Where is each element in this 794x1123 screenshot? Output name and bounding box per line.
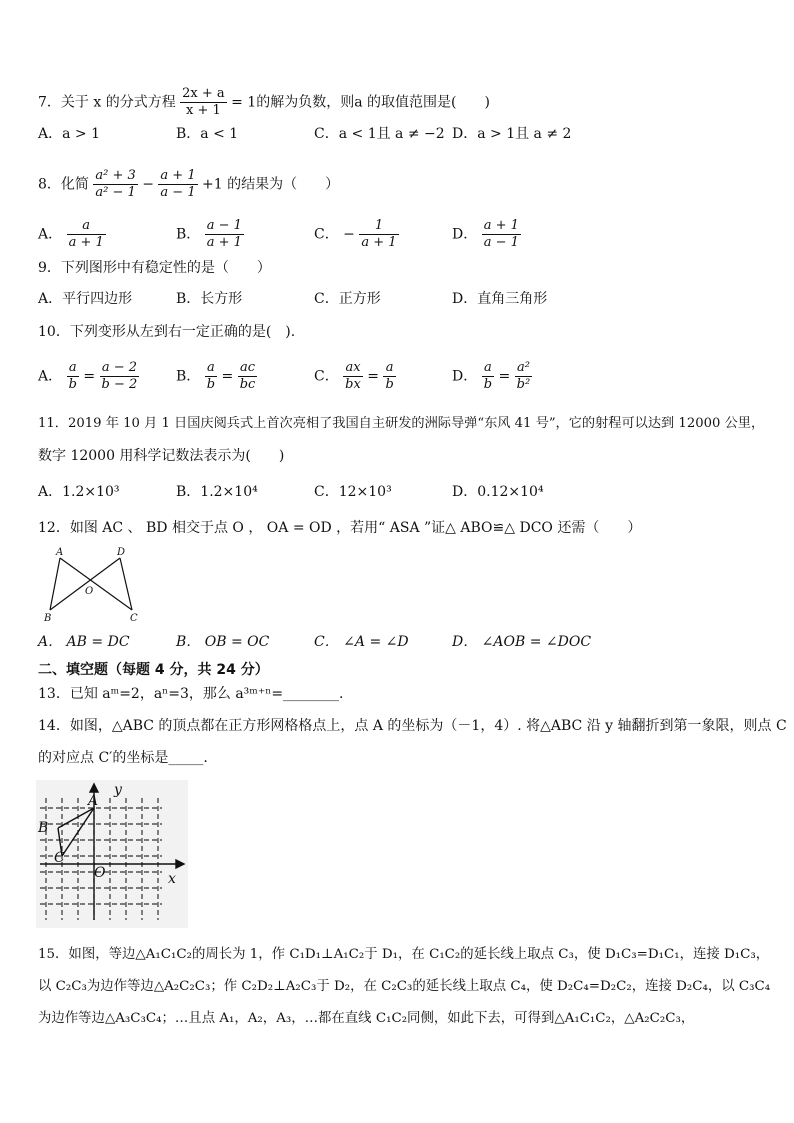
q11-option-b: B．1.2×10⁴ bbox=[176, 484, 258, 500]
q10-b-right-den: bc bbox=[239, 377, 256, 392]
q7-option-a: A．a > 1 bbox=[38, 126, 100, 142]
q10-a-left-den: b bbox=[68, 377, 77, 392]
question-15-line-1: 15．如图，等边△A₁C₁C₂的周长为 1，作 C₁D₁⊥A₁C₂于 D₁，在 C₁C₂的延长线上取点 C₃，使 D₁C₃=D₁C₁，连接 D₁C₃， bbox=[38, 947, 770, 962]
question-12-stem: 12．如图 AC 、 BD 相交于点 O ， OA = OD ，若用“ ASA ”证△ ABO≌△ DCO 还需（ ） bbox=[38, 520, 642, 536]
q8-option-d-denominator: a − 1 bbox=[483, 235, 519, 250]
q10-c-left-num: ax bbox=[343, 360, 363, 377]
q8-option-a-numerator: a bbox=[67, 218, 106, 235]
q8-option-a bbox=[38, 218, 106, 251]
q8-option-d-label: D． bbox=[452, 226, 478, 243]
q8-option-a-fraction bbox=[67, 218, 106, 251]
q10-b-right-num: ac bbox=[238, 360, 258, 377]
q10-option-c bbox=[314, 360, 396, 393]
q10-b-equals: = bbox=[221, 368, 234, 385]
q10-option-d-label: D． bbox=[452, 368, 478, 385]
q10-option-d-right bbox=[515, 360, 533, 393]
q7-stem-suffix: = 1的解为负数，则a 的取值范围是( ) bbox=[231, 94, 490, 111]
q10-c-right-num: a bbox=[383, 360, 395, 377]
q10-c-equals: = bbox=[367, 368, 380, 385]
q10-b-left-den: b bbox=[206, 377, 216, 392]
q10-option-d bbox=[452, 360, 532, 393]
q10-c-left-den: bx bbox=[345, 377, 361, 392]
question-7-stem bbox=[38, 86, 490, 119]
q8-stem-prefix: 8．化简 bbox=[38, 176, 89, 193]
question-8-stem bbox=[38, 168, 339, 201]
q7-stem-prefix: 7．关于 x 的分式方程 bbox=[38, 94, 176, 111]
q8-fraction-2-denominator: a − 1 bbox=[160, 185, 196, 200]
q10-d-right-den: b² bbox=[516, 377, 531, 392]
q10-option-c-label: C． bbox=[314, 368, 339, 385]
q12-option-b: B． OB = OC bbox=[176, 634, 270, 650]
q8-fraction-1-denominator: a² − 1 bbox=[95, 185, 136, 200]
q10-option-a-left bbox=[67, 360, 79, 393]
q12-option-d: D． ∠AOB = ∠DOC bbox=[452, 634, 592, 650]
q12-label-b: B bbox=[44, 613, 52, 624]
q7-option-b: B．a < 1 bbox=[176, 126, 239, 142]
question-11-line-2: 数字 12000 用科学记数法表示为( ) bbox=[38, 448, 285, 464]
q7-option-c: C．a < 1且 a ≠ −2 bbox=[314, 126, 445, 142]
q8-option-a-label: A． bbox=[38, 226, 63, 243]
section-2-heading: 二、填空题（每题 4 分，共 24 分） bbox=[38, 662, 269, 678]
q8-fraction-2 bbox=[158, 168, 197, 201]
q8-option-c-numerator: 1 bbox=[359, 218, 398, 235]
question-13: 13．已知 aᵐ=2，aⁿ=3，那么 a³ᵐ⁺ⁿ=________. bbox=[38, 686, 344, 702]
q8-option-b-label: B． bbox=[176, 226, 201, 243]
q8-fraction-1 bbox=[93, 168, 137, 201]
q8-option-c-sign: − bbox=[343, 226, 355, 243]
q8-option-b-denominator: a + 1 bbox=[206, 235, 242, 250]
q10-b-left-num: a bbox=[205, 360, 217, 377]
q8-minus-sign: − bbox=[142, 176, 154, 193]
q8-option-c-fraction bbox=[359, 218, 398, 251]
q7-option-d: D．a > 1且 a ≠ 2 bbox=[452, 126, 572, 142]
q10-a-right-num: a − 2 bbox=[100, 360, 140, 377]
q8-option-a-denominator: a + 1 bbox=[68, 235, 104, 250]
question-14-line-1: 14．如图，△ABC 的顶点都在正方形网格格点上，点 A 的坐标为（－1，4）. 将△ABC 沿 y 轴翻折到第一象限，则点 C bbox=[38, 718, 787, 734]
q8-option-c bbox=[314, 218, 399, 251]
q10-a-equals: = bbox=[83, 368, 96, 385]
q9-option-d: D．直角三角形 bbox=[452, 291, 548, 307]
question-10-stem: 10．下列变形从左到右一定正确的是( ). bbox=[38, 324, 296, 340]
q10-c-right-den: b bbox=[385, 377, 394, 392]
q14-grid-figure bbox=[36, 780, 188, 928]
q12-label-a: A bbox=[56, 547, 64, 558]
q12-figure bbox=[38, 544, 148, 626]
q8-option-d-numerator: a + 1 bbox=[483, 218, 519, 233]
q8-option-b-numerator: a − 1 bbox=[206, 218, 242, 233]
q10-d-left-num: a bbox=[482, 360, 494, 377]
q11-option-c: C．12×10³ bbox=[314, 484, 392, 500]
question-9-stem: 9．下列图形中有稳定性的是（ ） bbox=[38, 260, 271, 276]
q8-fraction-1-numerator: a² + 3 bbox=[95, 168, 136, 183]
q10-option-a bbox=[38, 360, 139, 393]
q10-option-b-left bbox=[205, 360, 217, 393]
question-15-line-2: 以 C₂C₃为边作等边△A₂C₂C₃；作 C₂D₂⊥A₂C₃于 D₂，在 C₂C₃的延长线上取点 C₄，使 D₂C₄=D₂C₂，连接 D₂C₄，以 C₃C₄ bbox=[38, 979, 771, 994]
q10-option-a-label: A． bbox=[38, 368, 63, 385]
q9-option-c: C．正方形 bbox=[314, 291, 381, 307]
q10-a-right-den: b − 2 bbox=[101, 377, 138, 392]
q8-stem-suffix: +1 的结果为（ ） bbox=[202, 176, 340, 193]
q10-a-left-num: a bbox=[67, 360, 79, 377]
q14-label-y: y bbox=[114, 782, 122, 798]
q8-option-c-label: C． bbox=[314, 226, 339, 243]
q14-label-x: x bbox=[168, 871, 176, 887]
q8-option-c-denominator: a + 1 bbox=[361, 235, 397, 250]
q7-fraction-denominator: x + 1 bbox=[186, 103, 221, 118]
q12-label-c: C bbox=[130, 613, 138, 624]
q11-option-a: A．1.2×10³ bbox=[38, 484, 120, 500]
q14-label-o: O bbox=[94, 865, 106, 881]
q12-option-a: A． AB = DC bbox=[38, 634, 130, 650]
q10-d-left-den: b bbox=[483, 377, 493, 392]
question-14-line-2: 的对应点 C′的坐标是_____. bbox=[38, 750, 208, 766]
q9-option-b: B．长方形 bbox=[176, 291, 243, 307]
question-15-line-3: 为边作等边△A₃C₃C₄；…且点 A₁，A₂，A₃，…都在直线 C₁C₂同侧，如此下去，可得到△A₁C₁C₂，△A₂C₂C₃， bbox=[38, 1011, 695, 1026]
q7-fraction-numerator: 2x + a bbox=[182, 86, 225, 101]
q12-line-ab bbox=[50, 558, 60, 610]
q10-option-c-right bbox=[383, 360, 395, 393]
q10-option-d-left bbox=[482, 360, 494, 393]
q10-option-b bbox=[176, 360, 257, 393]
q14-label-b: B bbox=[38, 820, 49, 836]
q12-label-o: O bbox=[85, 586, 94, 597]
q10-option-a-right bbox=[100, 360, 140, 393]
q12-line-bd bbox=[50, 558, 120, 610]
q8-option-d-fraction bbox=[482, 218, 521, 251]
q8-option-b-fraction bbox=[205, 218, 244, 251]
q10-d-equals: = bbox=[498, 368, 511, 385]
q11-option-d: D．0.12×10⁴ bbox=[452, 484, 544, 500]
q14-label-a: A bbox=[88, 793, 99, 809]
q9-option-a: A．平行四边形 bbox=[38, 291, 133, 307]
q14-label-c: C bbox=[54, 850, 65, 866]
q10-d-right-num: a² bbox=[515, 360, 533, 377]
q10-option-b-label: B． bbox=[176, 368, 201, 385]
q8-fraction-2-numerator: a + 1 bbox=[160, 168, 196, 183]
q10-option-b-right bbox=[238, 360, 258, 393]
q8-option-d bbox=[452, 218, 521, 251]
q7-fraction bbox=[180, 86, 227, 119]
q12-label-d: D bbox=[117, 547, 126, 558]
q12-option-c: C． ∠A = ∠D bbox=[314, 634, 409, 650]
q8-option-b bbox=[176, 218, 244, 251]
question-11-line-1: 11．2019 年 10 月 1 日国庆阅兵式上首次亮相了我国自主研发的洲际导弹“东风 41 号”，它的射程可以达到 12000 公里， bbox=[38, 416, 765, 431]
q10-option-c-left bbox=[343, 360, 363, 393]
